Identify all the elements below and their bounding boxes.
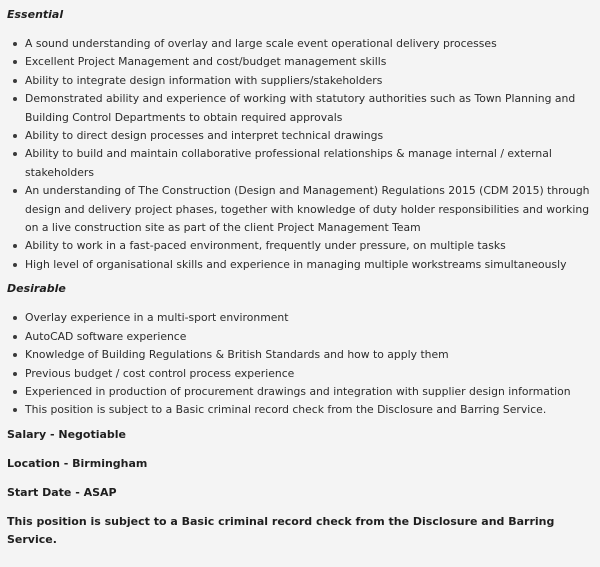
background-check-notice: This position is subject to a Basic criminal record check from the Disclosure and Barring Service. (7, 514, 555, 547)
desirable-heading: Desirable (7, 282, 66, 296)
list-item: Ability to integrate design information with suppliers/stakeholders (25, 72, 592, 90)
list-item: AutoCAD software experience (25, 328, 592, 346)
list-item: An understanding of The Construction (Design and Management) Regulations 2015 (CDM 2015) through design and delivery project phases, together with knowledge of duty holder responsibilities and working on a live construction site as part of the client Project Management Team (25, 182, 592, 237)
list-item: Ability to build and maintain collaborative professional relationships & manage internal / external stakeholders (25, 145, 592, 182)
list-item: This position is subject to a Basic criminal record check from the Disclosure and Barring Service. (25, 401, 592, 419)
list-item: Demonstrated ability and experience of working with statutory authorities such as Town Planning and Building Control Departments to obtain required approvals (25, 90, 592, 127)
list-item: High level of organisational skills and experience in managing multiple workstreams simultaneously (25, 256, 592, 274)
location-text: Location - Birmingham (7, 456, 148, 470)
list-item: Overlay experience in a multi-sport environment (25, 309, 592, 327)
essential-heading: Essential (7, 8, 64, 21)
salary-text: Salary - Negotiable (7, 427, 127, 441)
list-item: Ability to work in a fast-paced environment, frequently under pressure, on multiple tasks (25, 237, 592, 255)
list-item: Experienced in production of procurement drawings and integration with supplier design information (25, 383, 592, 401)
list-item: Knowledge of Building Regulations & British Standards and how to apply them (25, 346, 592, 364)
list-item: Excellent Project Management and cost/budget management skills (25, 53, 592, 71)
essential-list (7, 35, 592, 274)
list-item: Ability to direct design processes and interpret technical drawings (25, 127, 592, 145)
list-item: A sound understanding of overlay and large scale event operational delivery processes (25, 35, 592, 53)
start-date-text: Start Date - ASAP (7, 485, 117, 499)
desirable-list (7, 309, 592, 419)
list-item: Previous budget / cost control process experience (25, 365, 592, 383)
